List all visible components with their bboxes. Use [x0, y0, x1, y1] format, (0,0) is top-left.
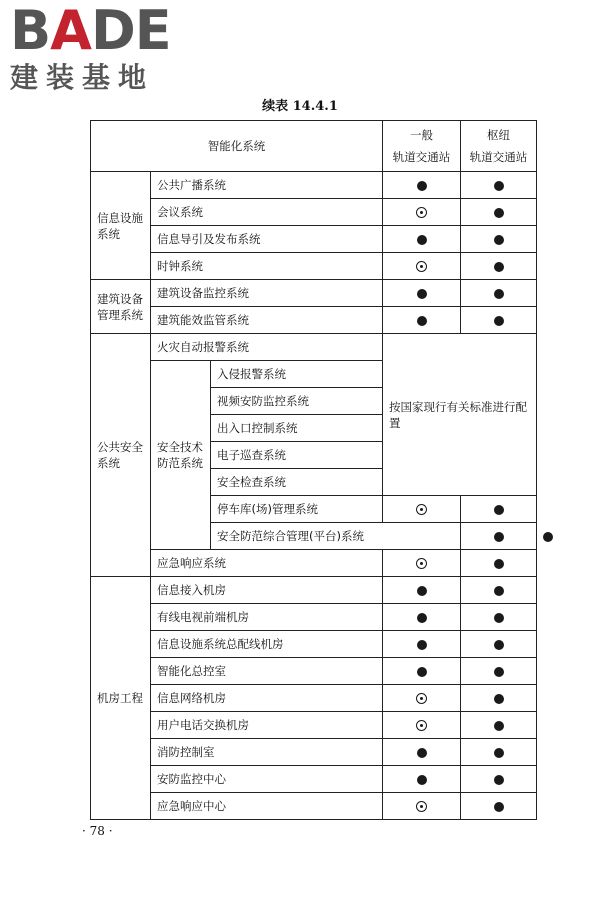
- logo-wordmark: [10, 0, 171, 62]
- mark-hub: [461, 172, 537, 199]
- row-label: 停车库(场)管理系统: [211, 496, 383, 523]
- row-label: 信息接入机房: [151, 577, 383, 604]
- group-room: 机房工程: [91, 577, 151, 820]
- mark-general: [383, 172, 461, 199]
- table-row: [91, 712, 537, 739]
- mark-general: [383, 739, 461, 766]
- filled-dot-icon: [417, 667, 427, 677]
- table-row: [91, 793, 537, 820]
- mark-hub: [461, 793, 537, 820]
- mark-hub: [461, 550, 537, 577]
- filled-dot-icon: [417, 613, 427, 623]
- mark-general: [383, 658, 461, 685]
- mark-hub: [461, 253, 537, 280]
- standard-note: 按国家现行有关标准进行配置: [383, 334, 537, 496]
- mark-general: [383, 199, 461, 226]
- row-label: 信息网络机房: [151, 685, 383, 712]
- table-row: [91, 199, 537, 226]
- filled-dot-icon: [494, 235, 504, 245]
- filled-dot-icon: [494, 586, 504, 596]
- table-row: [91, 334, 537, 361]
- filled-dot-icon: [417, 640, 427, 650]
- filled-dot-icon: [494, 262, 504, 272]
- mark-hub: [461, 199, 537, 226]
- row-label: 电子巡查系统: [211, 442, 383, 469]
- table-row: [91, 280, 537, 307]
- table-row: [91, 685, 537, 712]
- header-system: 智能化系统: [91, 121, 383, 172]
- mark-hub: [461, 739, 537, 766]
- filled-dot-icon: [494, 640, 504, 650]
- table-row: [91, 739, 537, 766]
- mark-general: [383, 577, 461, 604]
- mark-general: [383, 307, 461, 334]
- table-title: 续表 14.4.1: [262, 99, 338, 114]
- row-label: 火灾自动报警系统: [151, 334, 383, 361]
- mark-hub: [461, 604, 537, 631]
- mark-general: [383, 280, 461, 307]
- group-info: 信息设施系统: [91, 172, 151, 280]
- logo-letter-b: B: [10, 0, 51, 62]
- circled-dot-icon: [416, 801, 427, 812]
- filled-dot-icon: [543, 532, 553, 542]
- mark-general: [383, 496, 461, 523]
- table-row: [91, 658, 537, 685]
- mark-hub: [461, 712, 537, 739]
- filled-dot-icon: [494, 694, 504, 704]
- row-label: 安全防范综合管理(平台)系统: [211, 523, 461, 550]
- mark-hub: [461, 658, 537, 685]
- mark-hub: [461, 685, 537, 712]
- filled-dot-icon: [417, 586, 427, 596]
- mark-general: [383, 226, 461, 253]
- mark-hub: [461, 631, 537, 658]
- table-row: [91, 604, 537, 631]
- row-label: 应急响应系统: [151, 550, 383, 577]
- header-hub-line1: 枢纽: [487, 128, 510, 142]
- header-hub-station: [461, 121, 537, 172]
- filled-dot-icon: [494, 748, 504, 758]
- table-row: [91, 226, 537, 253]
- table-row: [91, 631, 537, 658]
- row-label: 安防监控中心: [151, 766, 383, 793]
- filled-dot-icon: [494, 289, 504, 299]
- table-row: [91, 577, 537, 604]
- page-number: · 78 ·: [82, 824, 113, 838]
- table-row: [91, 766, 537, 793]
- circled-dot-icon: [416, 207, 427, 218]
- header-hub-line2: 轨道交通站: [469, 150, 528, 164]
- filled-dot-icon: [417, 316, 427, 326]
- filled-dot-icon: [494, 532, 504, 542]
- row-label: 公共广播系统: [151, 172, 383, 199]
- row-label: 有线电视前端机房: [151, 604, 383, 631]
- logo-letter-a: A: [50, 0, 91, 62]
- table-row: [91, 253, 537, 280]
- mark-general: [383, 550, 461, 577]
- row-label: 建筑设备监控系统: [151, 280, 383, 307]
- mark-hub: [461, 280, 537, 307]
- filled-dot-icon: [417, 775, 427, 785]
- filled-dot-icon: [494, 775, 504, 785]
- filled-dot-icon: [417, 289, 427, 299]
- logo-subtitle: 建装基地: [10, 61, 155, 94]
- mark-hub: [461, 226, 537, 253]
- circled-dot-icon: [416, 720, 427, 731]
- row-label: 建筑能效监管系统: [151, 307, 383, 334]
- header-general-line1: 一般: [410, 128, 433, 142]
- row-label: 信息设施系统总配线机房: [151, 631, 383, 658]
- system-table: [90, 120, 537, 820]
- filled-dot-icon: [417, 181, 427, 191]
- table-row: [91, 172, 537, 199]
- header-row: [91, 121, 537, 172]
- circled-dot-icon: [416, 261, 427, 272]
- circled-dot-icon: [416, 558, 427, 569]
- group-tech-security: 安全技术防范系统: [151, 361, 211, 550]
- filled-dot-icon: [494, 559, 504, 569]
- group-building: 建筑设备管理系统: [91, 280, 151, 334]
- mark-general: [383, 631, 461, 658]
- filled-dot-icon: [494, 208, 504, 218]
- row-label: 时钟系统: [151, 253, 383, 280]
- row-label: 智能化总控室: [151, 658, 383, 685]
- row-label: 应急响应中心: [151, 793, 383, 820]
- circled-dot-icon: [416, 504, 427, 515]
- mark-general: [383, 793, 461, 820]
- header-general-station: [383, 121, 461, 172]
- filled-dot-icon: [494, 613, 504, 623]
- logo: [10, 0, 171, 94]
- filled-dot-icon: [494, 181, 504, 191]
- mark-general: [461, 523, 537, 550]
- mark-hub: [461, 307, 537, 334]
- row-label: 入侵报警系统: [211, 361, 383, 388]
- mark-general: [383, 253, 461, 280]
- mark-hub: [461, 496, 537, 523]
- filled-dot-icon: [494, 505, 504, 515]
- row-label: 信息导引及发布系统: [151, 226, 383, 253]
- mark-general: [383, 604, 461, 631]
- mark-general: [383, 685, 461, 712]
- filled-dot-icon: [494, 667, 504, 677]
- filled-dot-icon: [417, 748, 427, 758]
- circled-dot-icon: [416, 693, 427, 704]
- mark-general: [383, 712, 461, 739]
- filled-dot-icon: [494, 721, 504, 731]
- row-label: 视频安防监控系统: [211, 388, 383, 415]
- logo-letters-de: DE: [90, 0, 171, 62]
- mark-general: [383, 766, 461, 793]
- group-security: 公共安全系统: [91, 334, 151, 577]
- table-row: [91, 550, 537, 577]
- row-label: 出入口控制系统: [211, 415, 383, 442]
- row-label: 安全检查系统: [211, 469, 383, 496]
- filled-dot-icon: [494, 316, 504, 326]
- header-general-line2: 轨道交通站: [392, 150, 451, 164]
- filled-dot-icon: [417, 235, 427, 245]
- table-row: [91, 307, 537, 334]
- row-label: 消防控制室: [151, 739, 383, 766]
- filled-dot-icon: [494, 802, 504, 812]
- row-label: 用户电话交换机房: [151, 712, 383, 739]
- mark-hub: [461, 766, 537, 793]
- mark-hub: [461, 577, 537, 604]
- row-label: 会议系统: [151, 199, 383, 226]
